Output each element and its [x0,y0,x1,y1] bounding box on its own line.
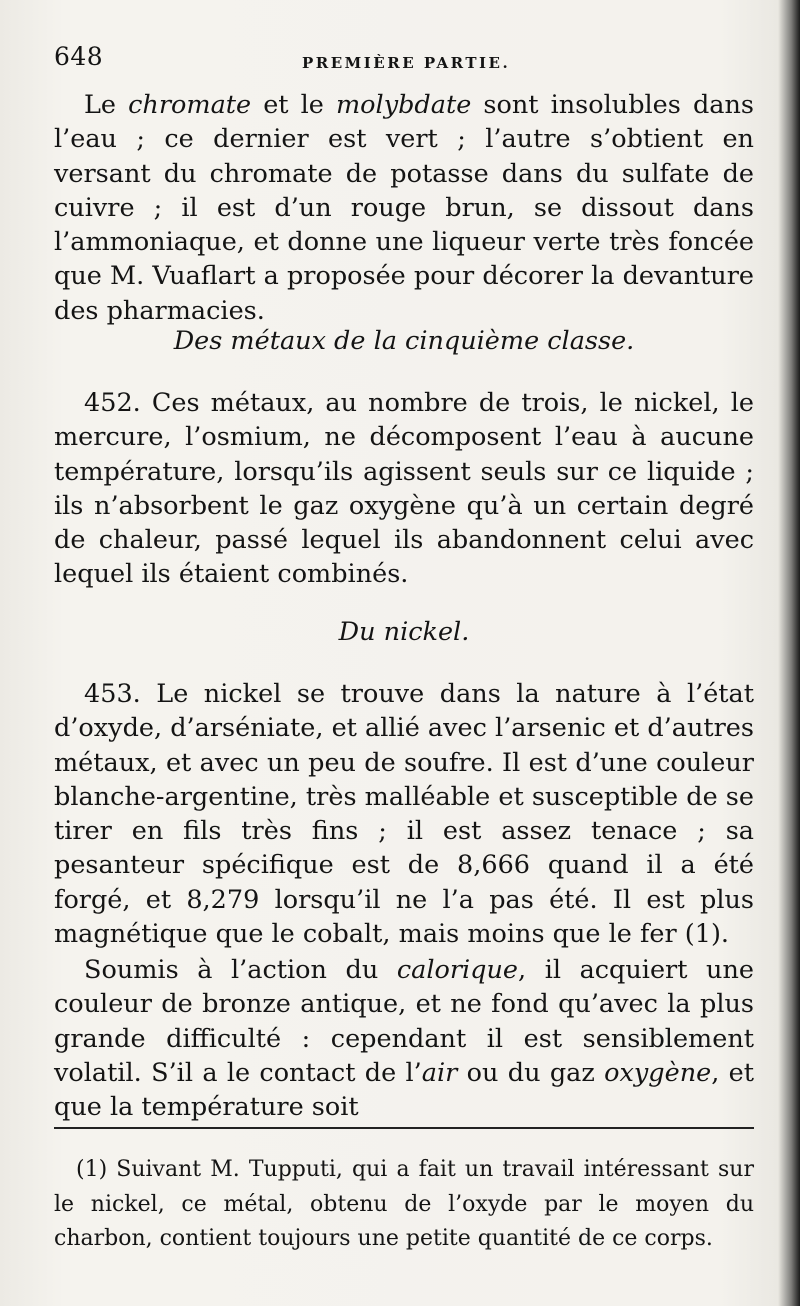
section-heading-nickel: Du nickel. [338,617,470,647]
section-heading-fifth-class: Des métaux de la cinquième classe. [173,326,635,356]
para4-text-c: ou du gaz [457,1057,605,1088]
running-title: PREMIÈRE PARTIE. [302,54,511,72]
para2-text: 452. Ces métaux, au nombre de trois, le nickel, le mercure, l’osmium, ne décomposent l’eau à aucune température, lorsqu’ils agissent seuls sur ce liquide ; ils n’absorbent le gaz oxygène qu’à un certain degré de chaleur, passé lequel ils abandonnent celui avec lequel ils étaient combinés. [54,388,754,590]
para4-text-b: , il acquiert une couleur de bronze antique, et ne fond qu’avec la plus grande difficulté : cependant il est sensiblement volatil. S’il a le contact de l’ [54,955,754,1088]
para3-text: 453. Le nickel se trouve dans la nature à l’état d’oxyde, d’arséniate, et allié avec l’arsenic et d’autres métaux, et avec un peu de soufre. Il est d’une couleur blanche-argentine, très malléable et susceptible de se tirer en fils très fins ; il est assez tenace ; sa pesanteur spécifique est de 8,666 quand il a été forgé, et 8,279 lorsqu’il ne l’a pas été. Il est plus magnétique que le cobalt, mais moins que le fer (1). [54,679,754,950]
paragraph-452 [54,386,754,592]
term-air: air [421,1057,458,1088]
para1-text-a: Le [84,90,129,120]
running-header [54,40,754,80]
para4-text-d: , et que la température soit [54,1057,755,1123]
paragraph-calorique [54,953,754,1124]
para1-text-b: et le [251,90,336,120]
term-molybdate: molybdate [336,90,472,120]
footnote-rule [54,1127,754,1129]
term-oxygene: oxygène [604,1057,712,1088]
page-edge-shadow [778,0,800,1306]
footnote-text: (1) Suivant M. Tupputi, qui a fait un travail intéressant sur le nickel, ce métal, obtenu de l’oxyde par le moyen du charbon, contient toujours une petite quantité de ce corps. [54,1157,754,1251]
paragraph-chromate [54,88,754,328]
paragraph-453 [54,677,754,951]
term-calorique: calorique [396,955,519,985]
term-chromate: chromate [128,90,252,120]
footnote [54,1153,754,1257]
page-number: 648 [54,42,104,71]
para4-text-a: Soumis à l’action du [84,955,397,985]
para1-text-c: sont insolubles dans l’eau ; ce dernier est vert ; l’autre s’obtient en versant du chromate de potasse dans du sulfate de cuivre ; il est d’un rouge brun, se dissout dans l’ammoniaque, et donne une liqueur verte très foncée que M. Vuaflart a proposée pour décorer la devanture des pharmacies. [54,90,754,326]
